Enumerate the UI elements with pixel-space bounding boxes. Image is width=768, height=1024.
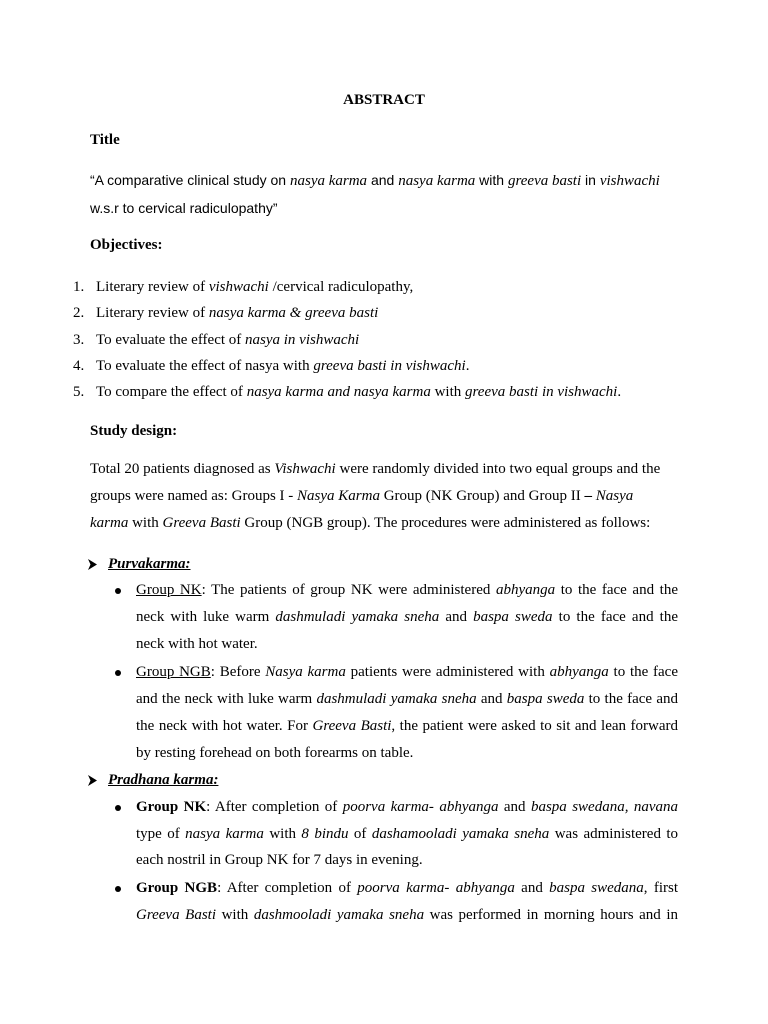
italic-term: greeva basti [507,173,582,189]
paragraph-line [136,821,678,848]
bold-group-label: Group NK [136,799,207,815]
text-run: to the face and [584,691,678,707]
text-run: the neck with hot water. For [136,718,313,734]
italic-term: baspa sweda [473,609,553,625]
italic-term: dashmuladi yamaka sneha [316,691,477,707]
paragraph-line [136,713,678,740]
text-run: To evaluate the effect of [96,331,246,348]
bullet-item [136,577,678,658]
text-run: with [263,825,302,842]
text-run: . [465,357,470,374]
italic-term: nasya karma & greeva basti [208,305,379,322]
paragraph-line [136,847,678,874]
bullet-item [136,875,678,929]
bullet-dot-icon [115,588,121,594]
paragraph-line [136,794,678,821]
bullet-dot-icon [115,670,121,676]
list-number: 1. [73,279,85,295]
text-run: and [439,609,474,625]
italic-term: Nasya [595,488,634,504]
italic-term: abhyanga [495,582,556,598]
italic-term: dashmooladi yamaka sneha [253,907,425,923]
bullet-item [136,659,678,767]
study-design-heading: Study design: [90,423,178,439]
bullet-dot-icon [115,805,121,811]
arrowhead-bullet-icon [88,559,97,570]
objectives-heading: Objectives: [90,237,163,253]
text-run: was administered to [549,825,679,842]
bullet-dot-icon [115,886,121,892]
text-run: To compare the effect of [96,384,247,400]
study-title-line [90,195,660,223]
paragraph-line [136,604,678,631]
text-run: and the neck with luke warm [136,691,317,707]
text-run: . [617,384,622,400]
text-run: type of [136,825,186,842]
paragraph-line [136,631,678,658]
text-run: Total 20 patients diagnosed as [90,461,275,477]
objective-item [73,300,621,326]
title-label: Title [90,132,120,148]
text-run: and [514,880,550,896]
italic-term: Greeva Basti [162,515,241,531]
text-run: was performed in morning hours and in [424,907,679,923]
list-number: 3. [73,331,85,348]
italic-term: greeva basti in vishwachi [313,357,466,374]
text-run: and [476,691,507,707]
list-number: 4. [73,357,85,374]
italic-term: nasya karma [289,173,368,189]
italic-term: nasya karma [185,825,264,842]
study-design-paragraph [90,456,660,537]
italic-term: nasya in vishwachi [245,331,360,348]
paragraph-line [136,902,678,929]
paragraph-line [136,740,678,767]
objective-item [73,379,621,405]
italic-term: 8 bindu [301,825,349,842]
italic-term: greeva basti in vishwachi [465,384,618,400]
text-run: /cervical radiculopathy, [268,279,414,295]
text-run: to the face and the [552,609,678,625]
objective-item [73,353,621,379]
list-number: 2. [73,305,85,322]
italic-term: poorva karma- abhyanga [357,880,515,896]
paragraph-line [90,456,660,483]
text-run: with [216,907,254,923]
italic-term: Nasya Karma [297,488,380,504]
text-run: with [475,172,508,188]
text-run: w.s.r to cervical radiculopathy” [90,200,278,216]
text-run: “A comparative clinical study on [90,172,290,188]
objective-item [73,327,621,353]
paragraph-line [136,686,678,713]
arrowhead-bullet-icon [88,775,97,786]
text-run: and [498,799,531,815]
study-title-line [90,167,660,195]
text-run: to the face and the [555,582,678,598]
text-run: neck with hot water. [136,636,258,652]
text-run: of [348,825,372,842]
italic-term: baspa sweda [506,691,585,707]
text-run: : After completion of [217,880,358,896]
italic-term: dashamooladi yamaka sneha [371,825,550,842]
text-run: Group (NK Group) and Group II [379,488,585,504]
text-run: Group (NGB group). The procedures were administered as follows: [240,515,651,531]
text-run: with [430,384,466,400]
text-run: : Before [210,664,266,680]
italic-term: karma [90,515,129,531]
objective-item [73,274,621,300]
underlined-group-label: Group NGB [136,664,211,680]
text-run: groups were named as: Groups I - [90,488,298,504]
italic-term: vishwachi [599,173,660,189]
objectives-list [73,274,621,405]
section-heading-label: Purvakarma: [108,556,191,572]
text-run: To evaluate the effect of nasya with [96,357,314,374]
italic-term: baspa swedana [549,880,644,896]
text-run: Literary review of [96,305,209,322]
paragraph-line [90,510,660,537]
bold-dash: – [584,488,596,504]
italic-term: dashmuladi yamaka sneha [275,609,440,625]
abstract-heading: ABSTRACT [343,92,425,108]
italic-term: poorva karma- abhyanga [342,799,499,815]
underlined-group-label: Group NK [136,582,202,598]
text-run: : The patients of group NK were administered [201,582,496,598]
paragraph-line [136,875,678,902]
text-run: to the face [608,664,678,680]
text-run: patients were administered with [345,664,550,680]
italic-term: Greeva Basti [136,907,216,923]
italic-term: Nasya karma [265,664,346,680]
italic-term: Greeva Basti [312,718,392,734]
text-run: : After completion of [206,799,343,815]
text-run: neck with luke warm [136,609,276,625]
italic-term: nasya karma [398,173,476,189]
italic-term: abhyanga [549,664,609,680]
list-number: 5. [73,384,85,400]
bullet-item [136,794,678,874]
bold-group-label: Group NGB [136,880,218,896]
text-run: , the patient were asked to sit and lean forward [391,718,678,734]
text-run: by resting forehead on both forearms on table. [136,745,414,761]
paragraph-line [136,577,678,604]
text-run: Literary review of [96,279,209,295]
study-title [90,167,660,223]
section-heading-label: Pradhana karma: [108,772,219,788]
section-heading-pradhana-karma [88,767,218,794]
italic-term: baspa swedana, navana [530,799,678,815]
paragraph-line [90,483,660,510]
text-run: were randomly divided into two equal groups and the [335,461,661,477]
text-run: with [128,515,163,531]
text-run: and [367,172,399,188]
italic-term: Vishwachi [274,461,336,477]
text-run: each nostril in Group NK for 7 days in evening. [136,852,423,868]
italic-term: nasya karma and nasya karma [246,384,431,400]
italic-term: vishwachi [208,279,269,295]
text-run: in [581,172,600,188]
text-run: , first [643,880,679,896]
paragraph-line [136,659,678,686]
section-heading-purvakarma [88,551,191,578]
